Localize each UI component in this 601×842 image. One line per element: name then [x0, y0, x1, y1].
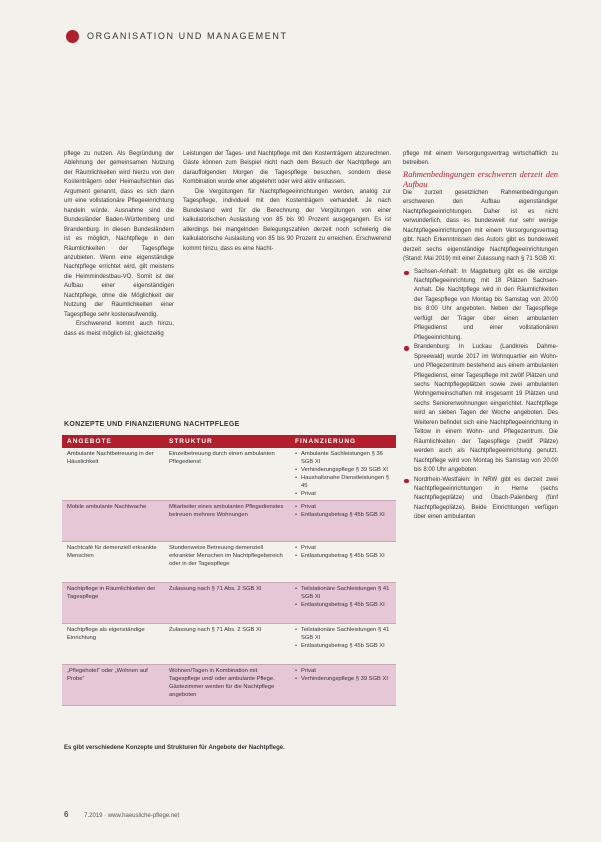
list-item: • Entlastungsbetrag § 45b SGB XI: [295, 642, 391, 650]
section-header: ORGANISATION UND MANAGEMENT: [87, 31, 288, 41]
list-item: • Privat: [295, 503, 391, 511]
text-column-1: [64, 150, 174, 339]
list-item: • Haushaltsnahe Dienstleistungen § 45: [295, 474, 391, 490]
list-item: • Entlastungsbetrag § 45b SGB XI: [295, 601, 391, 609]
text-column-2: [183, 150, 391, 254]
column-header: STRUKTUR: [164, 435, 290, 448]
region-list: [403, 268, 558, 523]
text-column-3: [403, 150, 558, 523]
table-cell: Ambulante Nachtbetreuung in der Häuslichkeit: [62, 448, 164, 501]
table-cell: Zulassung nach § 71 Abs. 2 SGB XI: [164, 583, 290, 624]
list-item: Nordrhein-Westfalen: In NRW gibt es derzeit zwei Nachtpflegeeinrichtungen in Herne (sechs Nachtpflegeplätze) und Übach-Palenberg (fünf Nachtpflegeplätze). Beide Einrichtungen verfügen über einen ambulanten: [403, 476, 558, 523]
paragraph: Die zurzeit gesetzlichen Rahmenbedingungen erschweren den Aufbau eigenständiger Nachtpflegeeinrichtungen. Daher ist es nicht verwunderlich, dass es bundesweit nur sehr wenige Nachtpflegeeinrichtungen mit einem Versorgungsvertrag gibt. Nach Erkenntnissen des Autors gibt es bundesweit derzeit sechs eigenständige Nachtpflegeeinrichtungen (Stand: Mai 2019) mit einer Zulassung nach § 71 SGB XI:: [403, 189, 558, 263]
paragraph: pflege mit einem Versorgungsvertrag wirtschaftlich zu betreiben.: [403, 151, 558, 167]
subheading: Rahmenbedingungen erschweren derzeit den Aufbau: [403, 168, 558, 189]
table-cell: Zulassung nach § 71 Abs. 2 SGB XI: [164, 624, 290, 665]
table-row: [62, 665, 396, 706]
table-header-row: [62, 435, 396, 448]
column-header: FINANZIERUNG: [290, 435, 396, 448]
table-cell: Mobile ambulante Nachtwache: [62, 501, 164, 542]
list-item: • Verhinderungspflege § 39 SGB XI: [295, 675, 391, 683]
list-item: • Privat: [295, 544, 391, 552]
section-marker-dot: [66, 30, 79, 43]
list-item: • Entlastungsbetrag § 45b SGB XI: [295, 552, 391, 560]
table-cell: Einzelbetreuung durch einen ambulanten Pflegedienst: [164, 448, 290, 501]
table-title: KONZEPTE UND FINANZIERUNG NACHTPFLEGE: [64, 421, 240, 428]
list-item: Brandenburg: In Luckau (Landkreis Dahme-Spreewald) wurde 2017 im Wohnquartier ein Wohn- und Pflegezentrum bestehend aus einem ambulanten Pflegedienst, einer Tagespflege mit zwölf Plätzen und sechs Nachtpflegeplätzen sowie zwei ambulanten Wohngemeinschaften mit insgesamt 19 Plätzen und sechs Seniorenwohnungen eingerichtet. Nachtpflege wird an sieben Tagen der Woche angeboten. Des Weiteren befindet sich eine Nachtpflegeeinrichtung in Teltow in einem Wohn- und Pflegezentrum. Die Räumlichkeiten der Tagespflege (zwölf Plätze) werden auch als Nachtpflegeeinrichtung genutzt. Nachtpflege wird von Montag bis Samstag von 20:00 bis 8:00 Uhr angeboten.: [403, 343, 558, 475]
table-cell: [290, 583, 396, 624]
list-item: • Teilstationäre Sachleistungen § 41 SGB XI: [295, 626, 391, 642]
paragraph: pflege zu nutzen. Als Begründung der Ablehnung der gemeinsamen Nutzung der Räumlichkeiten wird hierzu von den Kostenträgern oder Heimaufsichten das Argument genannt, dass es sich dann um eine vollstationäre Pflegeeinrichtung handeln würde. Ausnahme sind die Bundesländer Baden-Württemberg und Brandenburg. In diesen Bundesländern ist es möglich, Nachtpflege in den Räumlichkeiten der Tagespflege anzubieten. Wenn eine eigenständige Nachtpflege errichtet wird, gilt meistens die Heimmindestbau-VO. Somit ist der Aufbau einer eigenständigen Nachtpflege, ohne die Möglichkeit der Nutzung der Räumlichkeiten einer Tagespflege sehr kostenaufwendig.: [64, 151, 174, 318]
list-item: • Entlastungsbetrag § 45b SGB XI: [295, 511, 391, 519]
table-cell: [290, 624, 396, 665]
table-cell: Mitarbeiter eines ambulanten Pflegedienstes betreuen mehrere Wohnungen: [164, 501, 290, 542]
table-row: [62, 448, 396, 501]
table-cell: Wohnen/Tagen in Kombination mit Tagespflege und/ oder ambulante Pflege. Gästezimmer werden für die Nachtpflege angeboten: [164, 665, 290, 706]
table-cell: [290, 665, 396, 706]
table-row: [62, 624, 396, 665]
table-cell: Nachtpflege in Räumlichkeiten der Tagespflege: [62, 583, 164, 624]
list-item: • Verhinderungspflege § 39 SGB XI: [295, 466, 391, 474]
paragraph: Erschwerend kommt auch hinzu, dass es meist möglich ist, gleichzeitig: [64, 321, 174, 337]
table-row: [62, 583, 396, 624]
paragraph: Die Vergütungen für Nachtpflegeeinrichtungen werden, analog zur Tagespflege, individuell mit den Kostenträgern verhandelt. Je nach Bundesland wird für die Berechnung der Vergütungen von einer kalkulatorischen Auslastung von 85 bis 90 Prozent ausgegangen. Es ist allerdings bei mangelnden Belegungszahlen derzeit noch schwierig die kalkulatorische Auslastung von 85 bis 90 Prozent zu erreichen. Erschwerend kommt hinzu, dass es eine Nacht-: [183, 188, 391, 252]
table-row: [62, 542, 396, 583]
page-footer: [64, 810, 179, 819]
list-item: Sachsen-Anhalt: In Magdeburg gibt es die einzige Nachtpflegeeinrichtung mit 18 Plätzen Sachsen-Anhalt. Die Nachtpflege wird in den Räumlichkeiten der Tagespflege von Montag bis Samstag von 20:00 bis 8:00 Uhr angeboten. Neben der Tagespflege verfügt der Träger über einen ambulanten Pflegedienst und einer vollstationären Pflegeeinrichtung.: [403, 268, 558, 344]
footer-text: 7.2019 · www.haeusliche-pflege.net: [84, 813, 180, 819]
table-caption: Es gibt verschiedene Konzepte und Strukturen für Angebote der Nachtpflege.: [64, 745, 285, 751]
concept-table: [62, 435, 396, 706]
page-number: 6: [64, 810, 69, 819]
list-item: • Ambulante Sachleistungen § 36 SGB XI: [295, 450, 391, 466]
table-cell: Nachtcafé für demenziell erkrankte Menschen: [62, 542, 164, 583]
table-cell: Stundenweise Betreuung demenziell erkrankter Menschen im Nachtpflegebereich oder in der Tagespflege: [164, 542, 290, 583]
table-cell: [290, 542, 396, 583]
paragraph: Leistungen der Tages- und Nachtpflege mit den Kostenträgern abzurechnen. Gäste können zum Beispiel nicht nach dem Besuch der Nachtpflege am darauffolgenden Morgen die Tagespflege besuchen, sondern diese Kombination wurde eher abgelehnt oder wird aktiv entlassen.: [183, 151, 391, 186]
table-cell: Nachtpflege als eigenständige Einrichtung: [62, 624, 164, 665]
list-item: • Privat: [295, 490, 391, 498]
table-row: [62, 501, 396, 542]
list-item: • Teilstationäre Sachleistungen § 41 SGB XI: [295, 585, 391, 601]
table-cell: [290, 501, 396, 542]
list-item: • Privat: [295, 667, 391, 675]
column-header: ANGEBOTE: [62, 435, 164, 448]
table-cell: [290, 448, 396, 501]
table-cell: „Pflegehotel“ oder „Wohnen auf Probe“: [62, 665, 164, 706]
